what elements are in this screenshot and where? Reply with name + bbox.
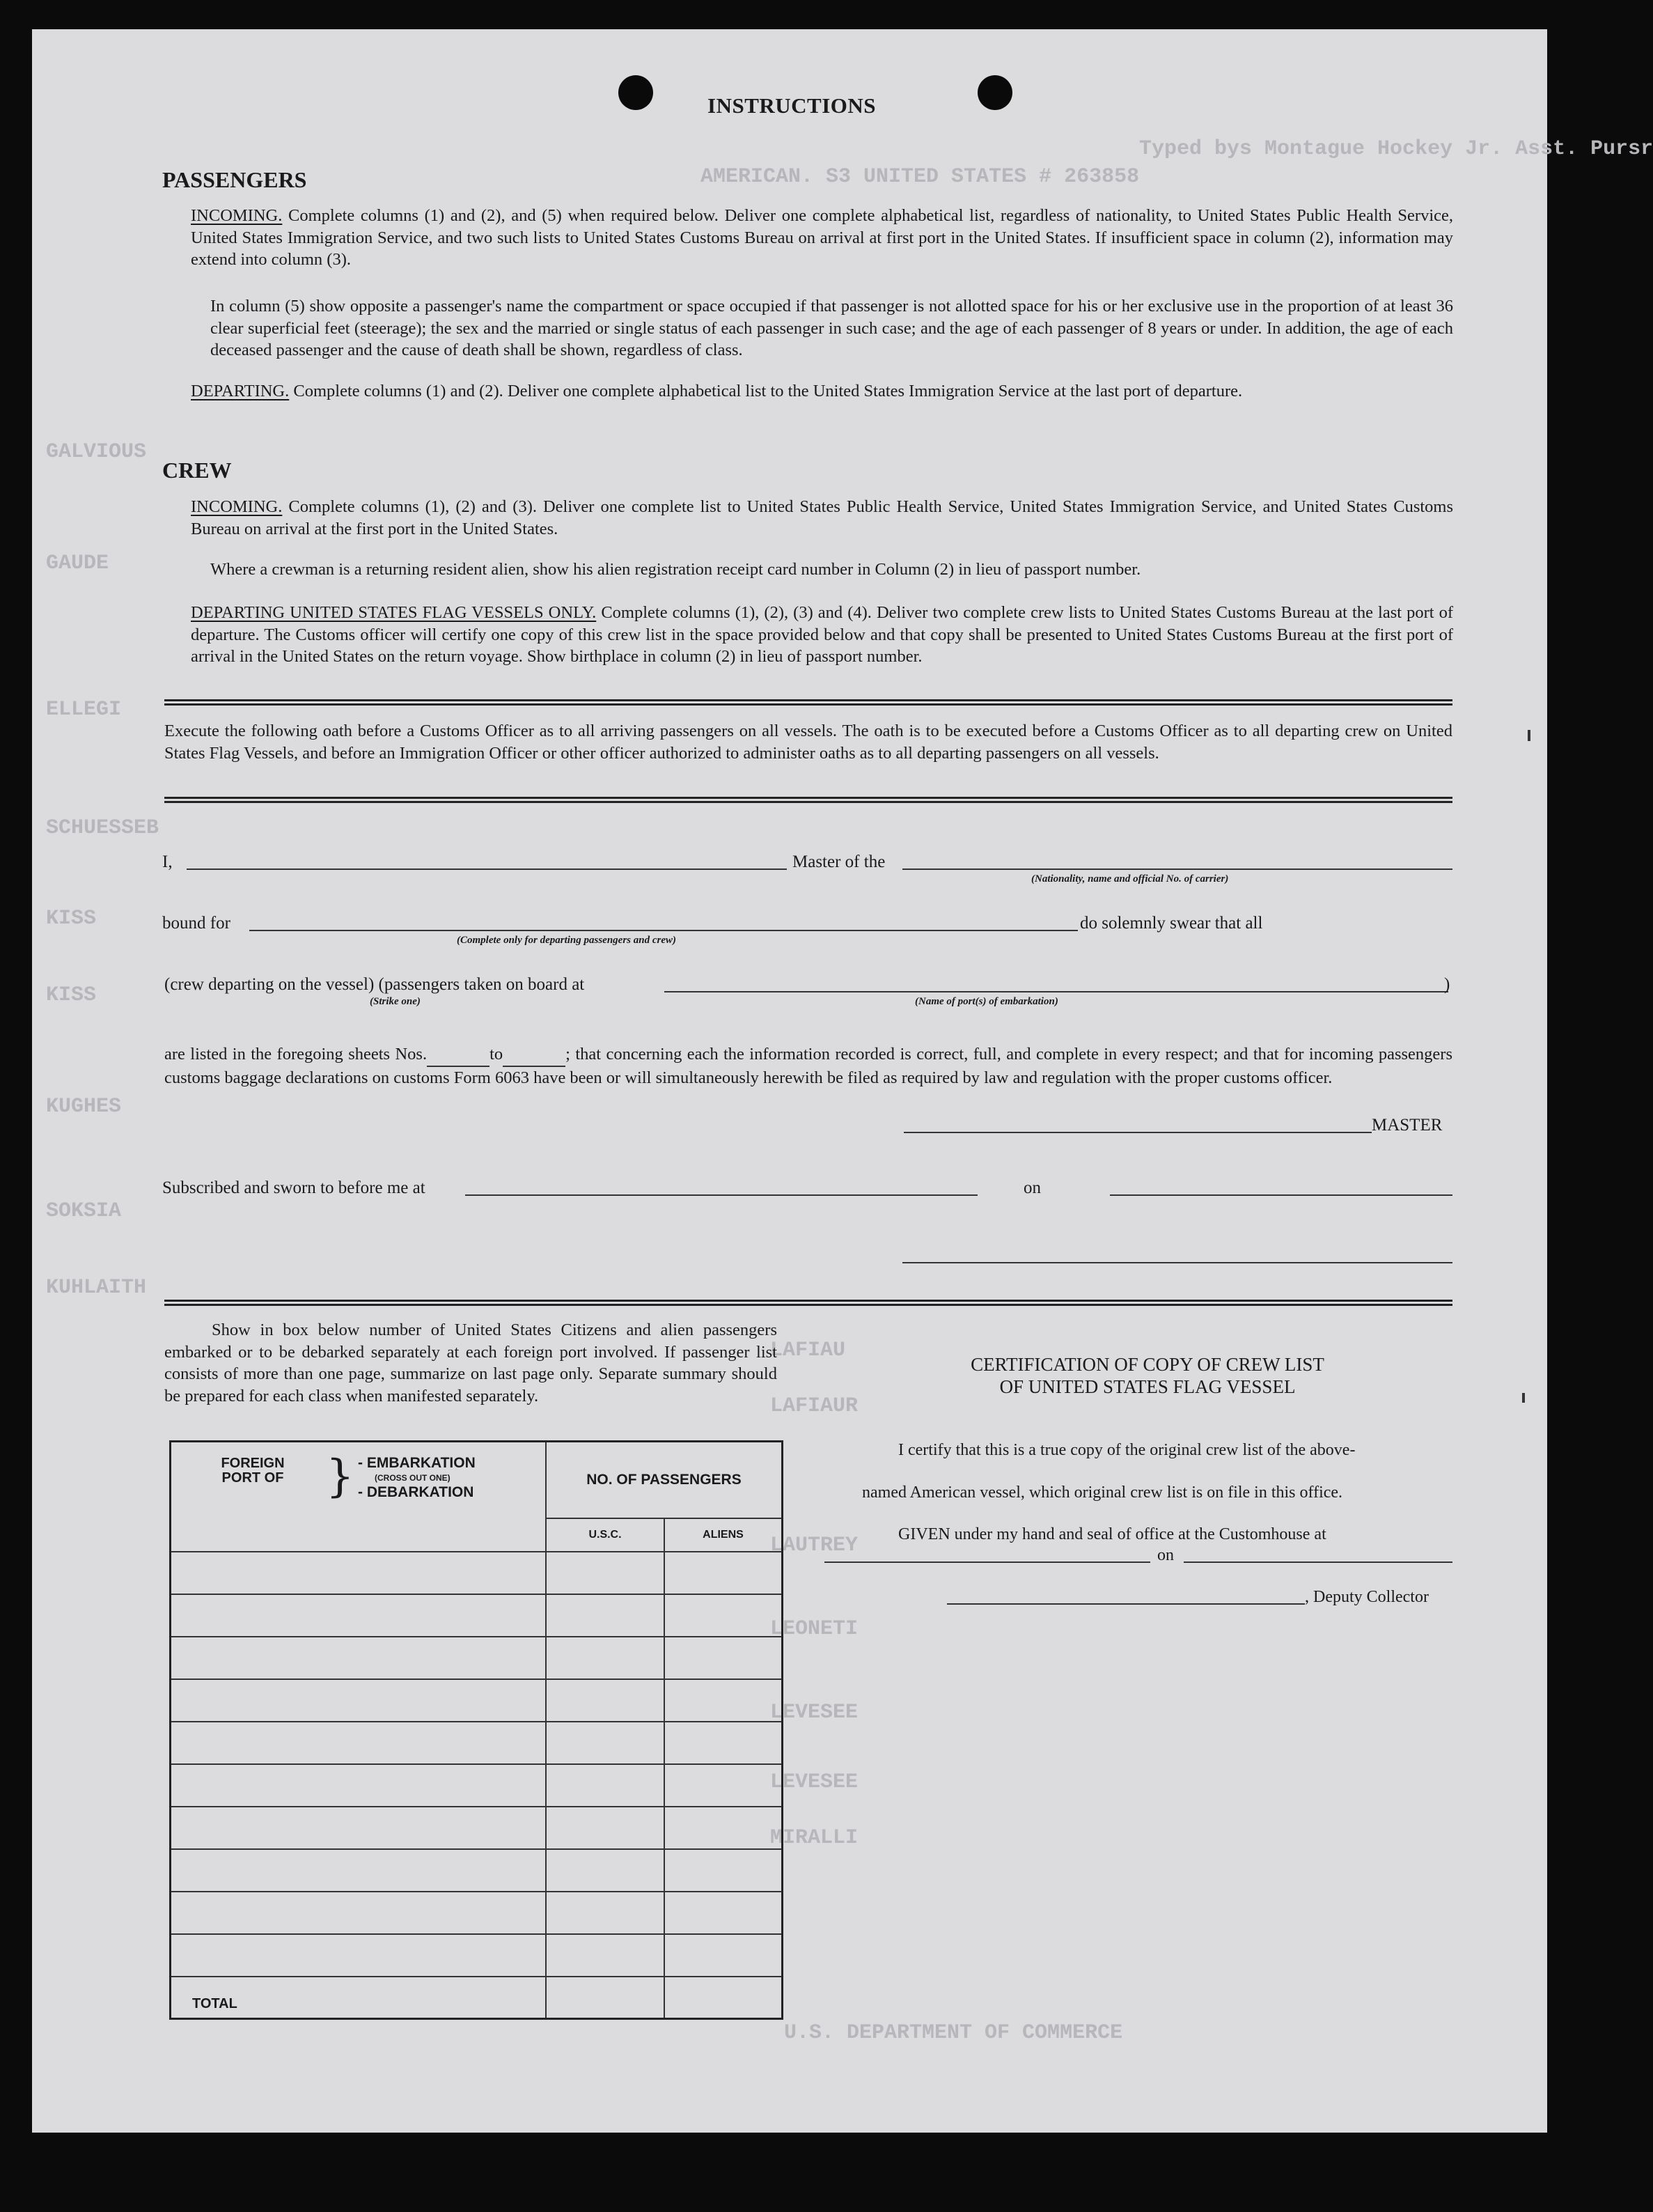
total-usc-cell[interactable]: [546, 1977, 664, 2019]
aliens-cell[interactable]: [664, 1892, 783, 1934]
crew-departing-text: Complete columns (1), (2), (3) and (4). Deliver two complete crew lists to United States Customs Bureau at the last port of departure. The Customs officer will certify one copy of this crew list in the space provided below and that copy shall be presented to United States Customs Bureau at the first port of arrival in the United States on the return voyage. Show birthplace in column (2) in lieu of passport number.: [191, 603, 1454, 666]
table-row: [171, 1849, 783, 1892]
table-row: [171, 1764, 783, 1807]
crew-departing-paragraph: [191, 602, 1453, 668]
passengers-column5-paragraph: In column (5) show opposite a passenger's name the compartment or space occupied if that passenger is not allotted space for his or her exclusive use in the proportion of at least 36 clear superficial feet (steerage); the sex and the married or single status of each passenger in such case; and the age of each passenger of 8 years or under. In addition, the age of each deceased passenger and the cause of death shall be shown, regardless of class.: [210, 297, 1453, 359]
usc-cell[interactable]: [546, 1552, 664, 1594]
sheets-text: ; that concerning each the information recorded is correct, full, and complete in every respect; and that for incoming passengers customs baggage declarations on customs Form 6063 have been or will simultaneously herewith be filed as required by law and regulation with the proper customs officer.: [164, 1045, 1452, 1087]
passengers-incoming-paragraph: [191, 205, 1453, 271]
close-paren: ): [1444, 975, 1450, 994]
foreign-port-label: FOREIGN PORT OF: [221, 1456, 285, 1486]
aliens-cell[interactable]: [664, 1637, 783, 1679]
bound-for-field[interactable]: [249, 930, 1078, 931]
passengers-departing-paragraph: [191, 380, 1453, 403]
certify-line2: named American vessel, which original crew list is on file in this office.: [862, 1483, 1343, 1502]
carrier-field[interactable]: [902, 869, 1452, 870]
crew-resident-paragraph: Where a crewman is a returning resident alien, show his alien registration receipt card number in Column (2) in lieu of passport number.: [210, 560, 1141, 579]
summary-header-row: [171, 1442, 783, 1518]
aliens-header: ALIENS: [664, 1518, 783, 1552]
port-cell[interactable]: [171, 1722, 547, 1764]
brace-icon: }: [326, 1451, 354, 1502]
sheets-paragraph: [164, 1043, 1452, 1089]
port-cell[interactable]: [171, 1764, 547, 1807]
table-row: [171, 1679, 783, 1722]
passengers-departing-text: Complete columns (1) and (2). Deliver one complete alphabetical list to the United States Immigration Service at the last port of departure.: [293, 382, 1243, 400]
punch-hole-left: [618, 75, 653, 110]
aliens-cell[interactable]: [664, 1807, 783, 1849]
customhouse-field[interactable]: [824, 1561, 1150, 1563]
table-row: [171, 1552, 783, 1594]
total-aliens-cell[interactable]: [664, 1977, 783, 2019]
port-cell[interactable]: [171, 1892, 547, 1934]
sheets-label: are listed in the foregoing sheets Nos.: [164, 1045, 428, 1064]
subscribed-place-field[interactable]: [465, 1194, 978, 1196]
punch-hole-right: [978, 75, 1012, 110]
certify-line1: I certify that this is a true copy of the original crew list of the above-: [898, 1441, 1356, 1459]
port-cell[interactable]: [171, 1679, 547, 1722]
aliens-cell[interactable]: [664, 1594, 783, 1637]
nationality-note: (Nationality, name and official No. of carrier): [1031, 873, 1229, 885]
certification-date-field[interactable]: [1184, 1561, 1452, 1563]
usc-cell[interactable]: [546, 1679, 664, 1722]
master-signature-field[interactable]: [904, 1132, 1372, 1133]
document-page: Typed bys Montague Hockey Jr. Asst. Pursr AMERICAN. S3 UNITED STATES # 263858 GALVIOUS GAUDE ELLEGI SCHUESSEB KISS KISS KUGHES SOKSIA KUHLAITH LAFIAU LAFIAUR LAUTREY LEONETI LEVESEE LEVESEE MIRALLI U.S. DEPARTMENT OF COMMERCE INSTRUCTIONS PASSENGERS INCOMING. Complete columns (1) and (2), and (5) when required below. Deliver one complete alphabetical list, regardless of nationality, to United States Public Health Service, United States Immigration Service, and two such lists to United States Customs Bureau on arrival at first port in the United States. If insufficient space in column (2), information may extend into column (3). In column (5) show opposite a passenger's name the compartment or space occupied if that passenger is not allotted space for his or her exclusive use in the proportion of at least 36 clear superficial feet (steerage); the sex and the married or single status of each passenger in such case; and the age of each passenger of 8 years or under. In addition, the age of each deceased passenger and the cause of death shall be shown, regardless of class. DEPARTING. Complete columns (1) and (2). Deliver one complete alphabetical list to the United States Immigration Service at the last port of departure. CREW INCOMING. Complete columns (1), (2) and (3). Deliver one complete list to United States Public Health Service, United States Immigration Service, and United States Customs Bureau on arrival at the first port in the United States. Where a crewman is a returning resident alien, show his alien registration receipt card number in Column (2) in lieu of passport number. DEPARTING UNITED STATES FLAG VESSELS ONLY. Complete columns (1), (2), (3) and (4). Deliver two complete crew lists to United States Customs Bureau at the last port of departure. The Customs officer will certify one copy of this crew list in the space provided below and that copy shall be presented to United States Customs Bureau at the first port of arrival in the United States on the return voyage. Show birthplace in column (2) in lieu of passport number. Execute the following oath before a Customs Officer as to all arriving passengers on all vessels. The oath is to be executed before a Customs Officer as to all departing crew on United States Flag Vessels, and before an Immigration Officer or other officer authorized to administer oaths as to all departing passengers on all vessels. I, Master of the (Nationality, name and official No. of carrier) bound for (Complete only for departing passengers and crew) do solemnly swear that all (crew departing on the vessel) (passengers taken on board at ) (Strike one) (Name of port(s) of embarkation) are listed in the foregoing sheets Nos. to ; that concerning each the information recorded is correct, full, and complete in every respect; and that for incoming passengers customs baggage declarations on customs Form 6063 have been or will simultaneously herewith be filed as required by law and regulation with the proper customs officer. MASTER Subscribed and sworn to before me at on Show in box below number of United States Citizens and alien passengers embarked or to be debarked separately at each foreign port involved. If passenger list consists of more than one page, summarize on last page only. Separate summary should be prepared for each class when manifested separately. FOREIGN PORT OF } - EMBARKATION (CROSS OUT ONE) - DEBARKATION NO. OF PASSENGERS U.S.C. ALIENS TOTAL CERTIFICATION OF COPY OF CREW LIST OF UNITED STATES FLAG VESSEL I certify that this is a true copy of the original crew list of the above- named American vessel, which original crew list is on file in this office. GIVEN under my hand and seal of office at the Customhouse at on , Deputy Collector: [32, 29, 1547, 2133]
passenger-summary-table: [169, 1440, 783, 2020]
divider-top: [164, 699, 1452, 706]
master-name-field[interactable]: [187, 869, 787, 870]
embarkation-port-field[interactable]: [664, 991, 1448, 992]
subscribed-on-label: on: [1024, 1178, 1041, 1197]
deputy-signature-field[interactable]: [947, 1603, 1305, 1605]
certification-title-line2: OF UNITED STATES FLAG VESSEL: [999, 1376, 1296, 1397]
bound-for-label: bound for: [162, 914, 230, 933]
crew-incoming-text: Complete columns (1), (2) and (3). Deliver one complete list to United States Public Health Service, United States Immigration Service, and United States Customs Bureau on arrival at the first port in the United States.: [191, 497, 1454, 538]
summary-text: Show in box below number of United States Citizens and alien passengers embarked or to be debarked separately at each foreign port involved. If passenger list consists of more than one page, summarize on last page only. Separate summary should be prepared for each class when manifested separately.: [164, 1321, 777, 1405]
usc-cell[interactable]: [546, 1637, 664, 1679]
table-row: [171, 1934, 783, 1977]
total-label: TOTAL: [171, 1977, 547, 2019]
bound-note: (Complete only for departing passengers and crew): [457, 935, 676, 946]
aliens-cell[interactable]: [664, 1552, 783, 1594]
embarkation-label: - EMBARKATION: [358, 1455, 476, 1471]
aliens-cell[interactable]: [664, 1722, 783, 1764]
given-line: GIVEN under my hand and seal of office at the Customhouse at: [898, 1525, 1326, 1543]
cross-out-label: (CROSS OUT ONE): [375, 1473, 451, 1483]
port-cell[interactable]: [171, 1849, 547, 1892]
usc-cell[interactable]: [546, 1722, 664, 1764]
aliens-cell[interactable]: [664, 1679, 783, 1722]
usc-cell[interactable]: [546, 1594, 664, 1637]
total-row: [171, 1977, 783, 2019]
usc-header: U.S.C.: [546, 1518, 664, 1552]
usc-cell[interactable]: [546, 1892, 664, 1934]
table-row: [171, 1892, 783, 1934]
aliens-cell[interactable]: [664, 1849, 783, 1892]
crew-incoming-label: INCOMING.: [191, 497, 283, 516]
debarkation-label: - DEBARKATION: [358, 1484, 474, 1500]
passengers-incoming-label: INCOMING.: [191, 206, 283, 225]
crew-passengers-label: (crew departing on the vessel) (passengers taken on board at: [164, 975, 585, 994]
usc-cell[interactable]: [546, 1764, 664, 1807]
usc-cell[interactable]: [546, 1849, 664, 1892]
divider-bottom: [164, 1300, 1452, 1306]
strike-note: (Strike one): [370, 996, 421, 1007]
passengers-incoming-text: Complete columns (1) and (2), and (5) when required below. Deliver one complete alphabetical list, regardless of nationality, to United States Public Health Service, United States Immigration Service, and two such lists to United States Customs Bureau on arrival at first port in the United States. If insufficient space in column (2), information may extend into column (3).: [191, 206, 1454, 269]
port-cell[interactable]: [171, 1807, 547, 1849]
port-cell[interactable]: [171, 1637, 547, 1679]
foreign-port-header: [171, 1442, 547, 1552]
swear-label: do solemnly swear that all: [1080, 914, 1263, 933]
crew-heading: CREW: [162, 458, 232, 483]
sheet-to-field[interactable]: [503, 1043, 565, 1067]
margin-mark: [1522, 1393, 1525, 1403]
crew-incoming-paragraph: [191, 496, 1453, 540]
master-of-label: Master of the: [792, 852, 886, 871]
master-label: MASTER: [1372, 1116, 1443, 1135]
passengers-heading: PASSENGERS: [162, 167, 307, 192]
page-title: INSTRUCTIONS: [707, 93, 877, 118]
margin-mark: [1528, 730, 1530, 741]
table-row: [171, 1722, 783, 1764]
subscribed-label: Subscribed and sworn to before me at: [162, 1178, 425, 1197]
port-note: (Name of port(s) of embarkation): [915, 996, 1058, 1007]
port-cell[interactable]: [171, 1552, 547, 1594]
usc-cell[interactable]: [546, 1807, 664, 1849]
oath-i-label: I,: [162, 852, 173, 871]
aliens-cell[interactable]: [664, 1934, 783, 1977]
officer-signature-field[interactable]: [902, 1262, 1452, 1263]
aliens-cell[interactable]: [664, 1764, 783, 1807]
subscribed-date-field[interactable]: [1110, 1194, 1452, 1196]
table-row: [171, 1807, 783, 1849]
sheet-from-field[interactable]: [427, 1043, 489, 1067]
certification-on-label: on: [1157, 1546, 1174, 1564]
no-passengers-header: NO. OF PASSENGERS: [546, 1442, 783, 1518]
certification-title-line1: CERTIFICATION OF COPY OF CREW LIST: [971, 1354, 1324, 1375]
passengers-departing-label: DEPARTING.: [191, 382, 290, 400]
divider-oath: [164, 797, 1452, 803]
usc-cell[interactable]: [546, 1934, 664, 1977]
deputy-collector-label: , Deputy Collector: [1305, 1588, 1429, 1606]
crew-departing-label: DEPARTING UNITED STATES FLAG VESSELS ONLY.: [191, 603, 597, 622]
port-cell[interactable]: [171, 1934, 547, 1977]
port-cell[interactable]: [171, 1594, 547, 1637]
sheets-to-label: to: [489, 1045, 503, 1064]
oath-intro: Execute the following oath before a Customs Officer as to all arriving passengers on all vessels. The oath is to be executed before a Customs Officer as to all departing crew on United States Flag Vessels, and before an Immigration Officer or other officer authorized to administer oaths as to all departing passengers on all vessels.: [164, 722, 1452, 763]
table-row: [171, 1637, 783, 1679]
table-row: [171, 1594, 783, 1637]
